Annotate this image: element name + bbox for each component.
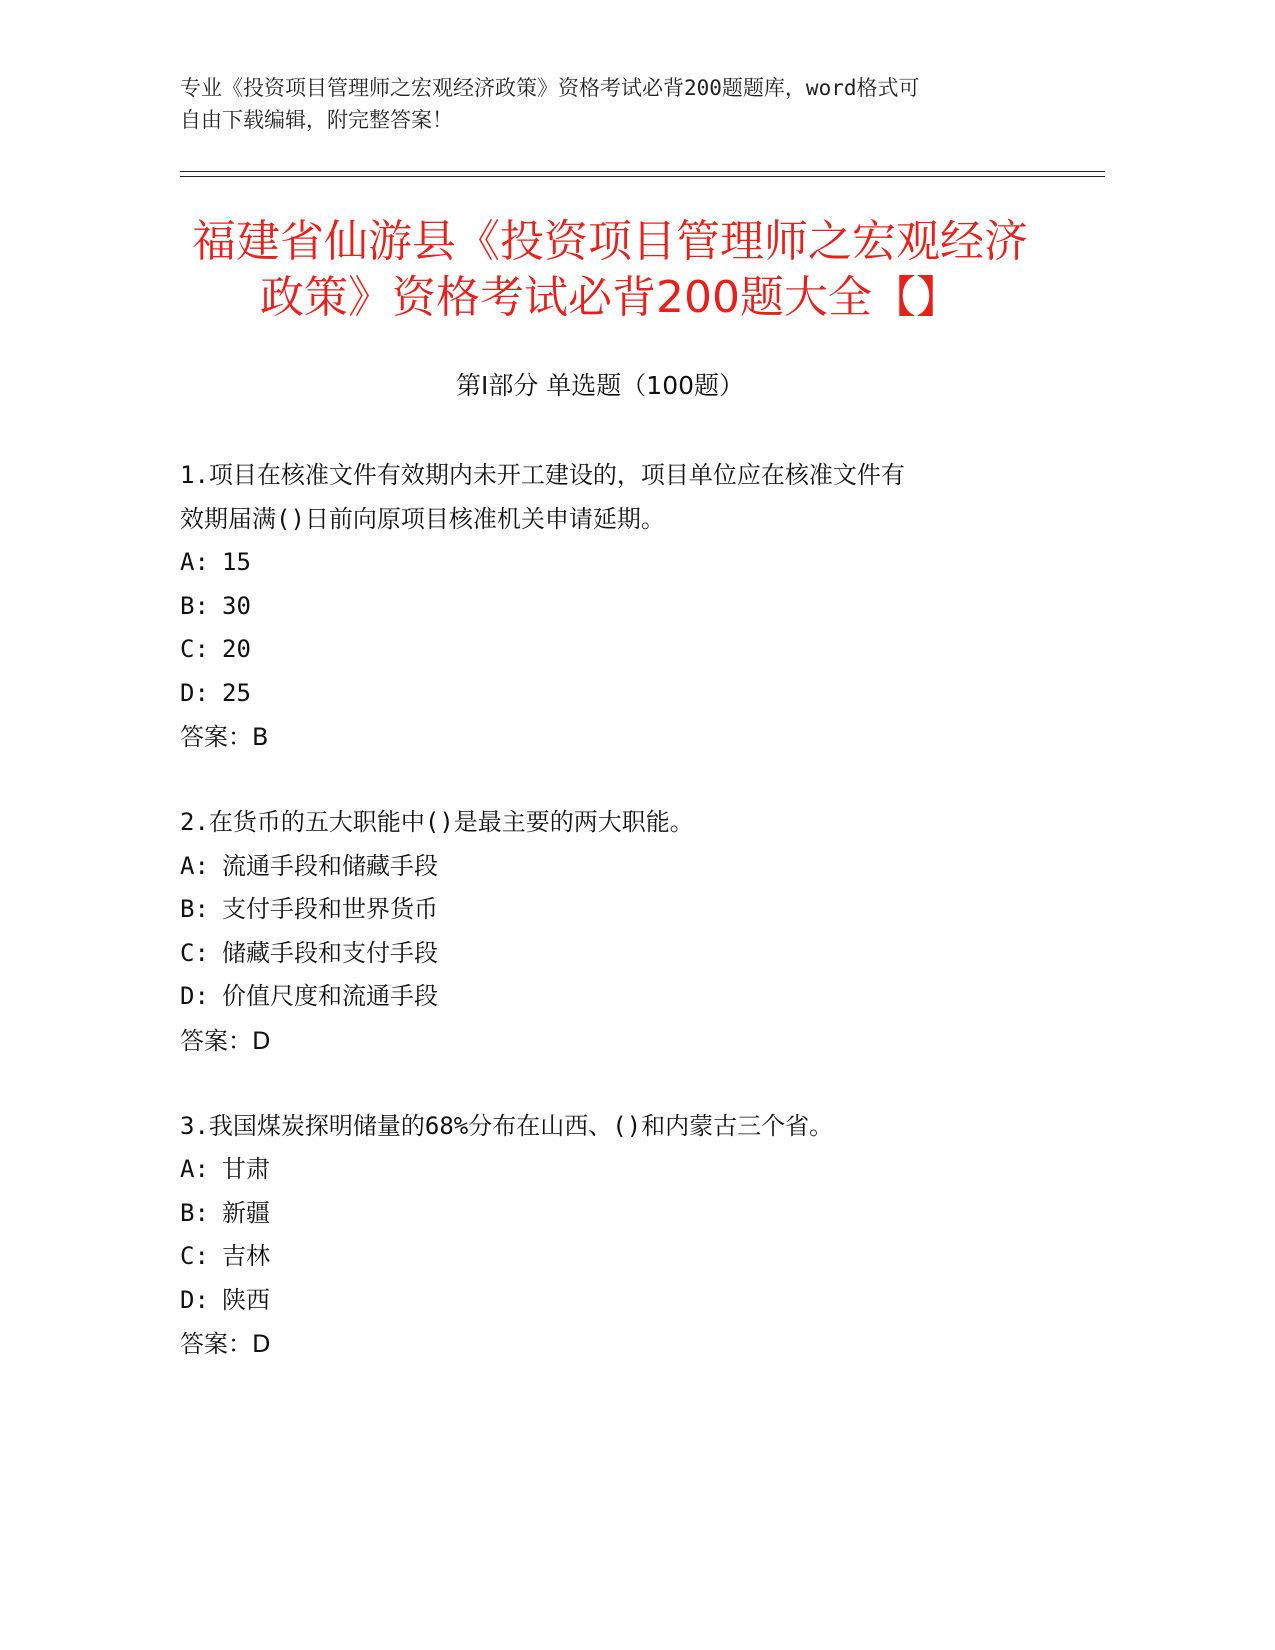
- option-text: 储藏手段和支付手段: [222, 938, 438, 967]
- option-b: [180, 1192, 1080, 1236]
- option-key: C:: [180, 635, 209, 663]
- option-key: A:: [180, 1155, 209, 1183]
- option-key: A:: [180, 851, 209, 880]
- option-key: A:: [180, 548, 209, 576]
- option-a: [180, 1148, 1080, 1192]
- option-d: [180, 1279, 1080, 1323]
- option-key: C:: [180, 938, 209, 967]
- answer: 答案：D: [180, 1330, 271, 1358]
- option-d: [180, 672, 1080, 716]
- question-2: [180, 801, 1080, 1063]
- document-title-line-1: 福建省仙游县《投资项目管理师之宏观经济: [192, 216, 1028, 267]
- option-text: 支付手段和世界货币: [222, 895, 438, 923]
- option-text: 20: [222, 635, 251, 663]
- option-c: [180, 932, 1080, 976]
- answer: 答案：D: [180, 1026, 271, 1055]
- option-key: D:: [180, 1285, 209, 1314]
- question-1: [180, 454, 1080, 759]
- header-note: [180, 72, 1060, 136]
- header-rule-top: [180, 171, 1105, 172]
- question-list: [180, 454, 1080, 1408]
- option-key: B:: [180, 591, 209, 620]
- option-text: 新疆: [222, 1198, 270, 1227]
- option-text: 流通手段和储藏手段: [222, 851, 438, 880]
- option-c: [180, 1235, 1080, 1279]
- answer: 答案：B: [180, 723, 269, 751]
- option-text: 陕西: [222, 1285, 270, 1314]
- option-text: 吉林: [222, 1242, 270, 1270]
- question-stem-continued: 效期届满()日前向原项目核准机关申请延期。: [180, 504, 665, 533]
- question-stem: 1.项目在核准文件有效期内未开工建设的，项目单位应在核准文件有: [180, 461, 905, 489]
- option-key: C:: [180, 1242, 209, 1270]
- question-stem: 2.在货币的五大职能中()是最主要的两大职能。: [180, 808, 694, 836]
- option-a: [180, 845, 1080, 889]
- section-title: 第I部分 单选题（100题）: [455, 371, 745, 400]
- option-key: B:: [180, 1198, 209, 1227]
- header-note-line-2: 自由下载编辑，附完整答案！: [180, 108, 453, 132]
- option-b: [180, 888, 1080, 932]
- document-title: [130, 214, 1090, 326]
- option-key: D:: [180, 678, 209, 707]
- option-key: B:: [180, 895, 209, 923]
- option-b: [180, 585, 1080, 629]
- header-note-line-1: 专业《投资项目管理师之宏观经济政策》资格考试必背200题题库，word格式可: [180, 76, 920, 100]
- question-3: [180, 1105, 1080, 1367]
- option-text: 30: [222, 591, 251, 620]
- option-c: [180, 628, 1080, 672]
- option-text: 价值尺度和流通手段: [222, 982, 438, 1010]
- header-rule-bottom: [180, 176, 1105, 177]
- option-text: 15: [222, 548, 251, 576]
- option-d: [180, 975, 1080, 1019]
- question-stem: 3.我国煤炭探明储量的68%分布在山西、()和内蒙古三个省。: [180, 1111, 834, 1140]
- option-key: D:: [180, 982, 209, 1010]
- option-a: [180, 541, 1080, 585]
- option-text: 25: [222, 678, 251, 707]
- option-text: 甘肃: [222, 1155, 270, 1183]
- document-title-line-2: 政策》资格考试必背200题大全【】: [260, 272, 960, 323]
